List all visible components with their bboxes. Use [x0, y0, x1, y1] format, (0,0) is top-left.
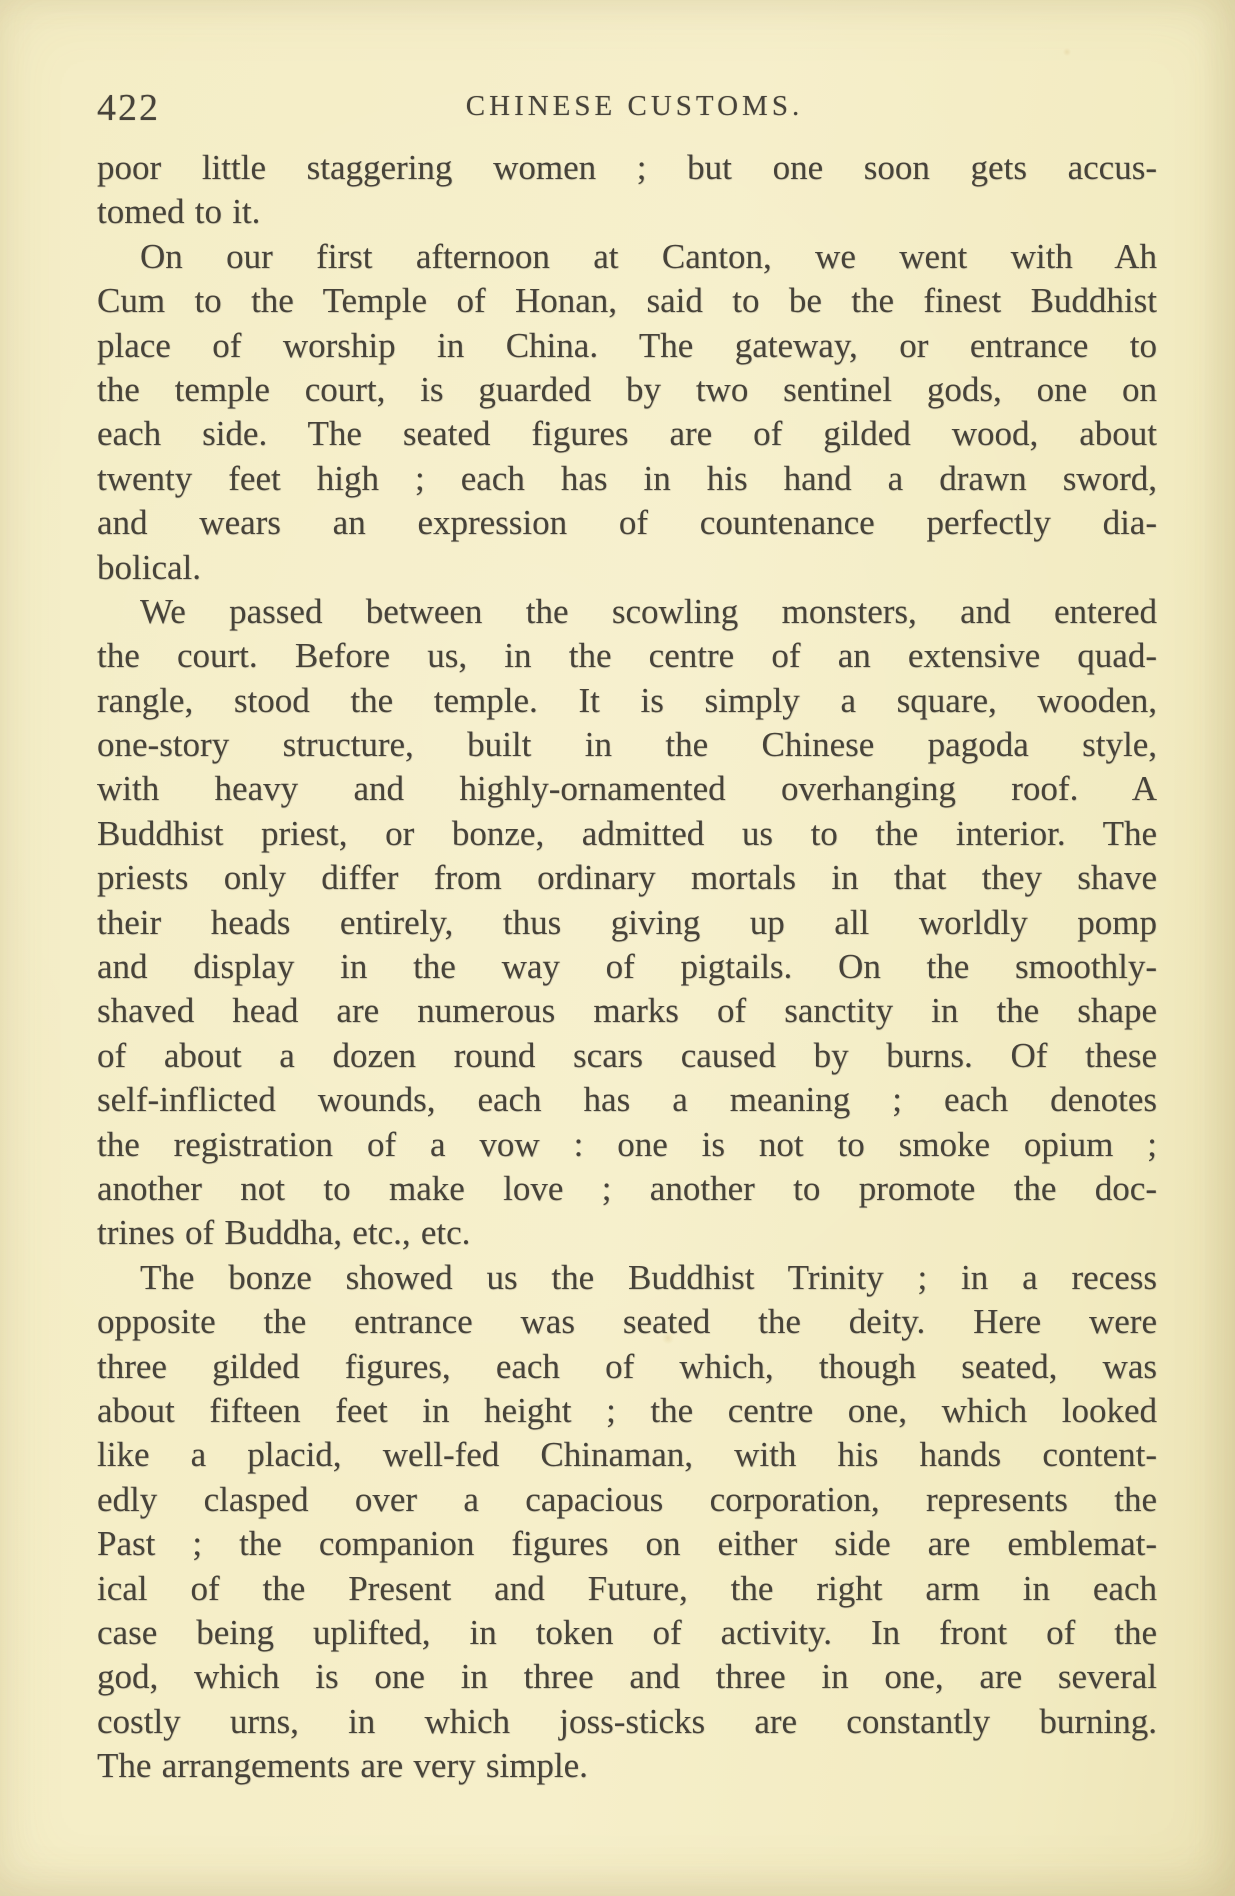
text-line: case being uplifted, in token of activity. In front of the [97, 1612, 1157, 1652]
text-line: tomed to it. [97, 192, 261, 232]
text-line: Past ; the companion figures on either side are emblemat- [97, 1524, 1157, 1564]
text-line: shaved head are numerous marks of sanctity in the shape [97, 991, 1157, 1031]
text-line: The arrangements are very simple. [97, 1746, 588, 1786]
text-line: bolical. [97, 547, 201, 587]
text-line: The bonze showed us the Buddhist Trinity ; in a recess [140, 1257, 1157, 1297]
page-number: 422 [97, 87, 160, 129]
text-line: and wears an expression of countenance perfectly dia- [97, 503, 1157, 543]
text-line: place of worship in China. The gateway, or entrance to [97, 325, 1157, 365]
text-line: On our first afternoon at Canton, we went with Ah [140, 236, 1157, 276]
text-line: self-inflicted wounds, each has a meaning ; each denotes [97, 1080, 1157, 1120]
text-line: trines of Buddha, etc., etc. [97, 1213, 471, 1253]
text-line: We passed between the scowling monsters, and entered [140, 591, 1157, 631]
text-line: the temple court, is guarded by two sentinel gods, one on [97, 369, 1157, 409]
text-line: with heavy and highly-ornamented overhanging roof. A [97, 769, 1157, 809]
text-line: one-story structure, built in the Chinese pagoda style, [97, 725, 1157, 765]
text-line: the registration of a vow : one is not to smoke opium ; [97, 1124, 1157, 1164]
text-line: ical of the Present and Future, the right arm in each [97, 1568, 1157, 1608]
text-line: priests only differ from ordinary mortals in that they shave [97, 858, 1157, 898]
text-line: like a placid, well-fed Chinaman, with his hands content- [97, 1435, 1157, 1475]
text-line: another not to make love ; another to promote the doc- [97, 1168, 1157, 1208]
text-line: costly urns, in which joss-sticks are constantly burning. [97, 1701, 1157, 1741]
text-line: rangle, stood the temple. It is simply a square, wooden, [97, 680, 1157, 720]
text-line: each side. The seated figures are of gilded wood, about [97, 414, 1157, 454]
page-header [0, 84, 1235, 128]
text-line: Buddhist priest, or bonze, admitted us to the interior. The [97, 813, 1157, 853]
text-line: and display in the way of pigtails. On the smoothly- [97, 947, 1157, 987]
text-line: Cum to the Temple of Honan, said to be the finest Buddhist [97, 281, 1157, 321]
text-line: about fifteen feet in height ; the centre one, which looked [97, 1390, 1157, 1430]
text-line: their heads entirely, thus giving up all worldly pomp [97, 902, 1157, 942]
running-title: CHINESE CUSTOMS. [465, 90, 804, 122]
text-line: opposite the entrance was seated the deity. Here were [97, 1302, 1157, 1342]
body-text-block [97, 146, 1157, 1788]
text-line: edly clasped over a capacious corporation, represents the [97, 1479, 1157, 1519]
text-line: the court. Before us, in the centre of an extensive quad- [97, 636, 1157, 676]
text-line: three gilded figures, each of which, though seated, was [97, 1346, 1157, 1386]
text-line: poor little staggering women ; but one soon gets accus- [97, 148, 1157, 187]
text-line: god, which is one in three and three in one, are several [97, 1657, 1157, 1697]
text-line: of about a dozen round scars caused by burns. Of these [97, 1035, 1157, 1075]
text-line: twenty feet high ; each has in his hand a drawn sword, [97, 458, 1157, 498]
